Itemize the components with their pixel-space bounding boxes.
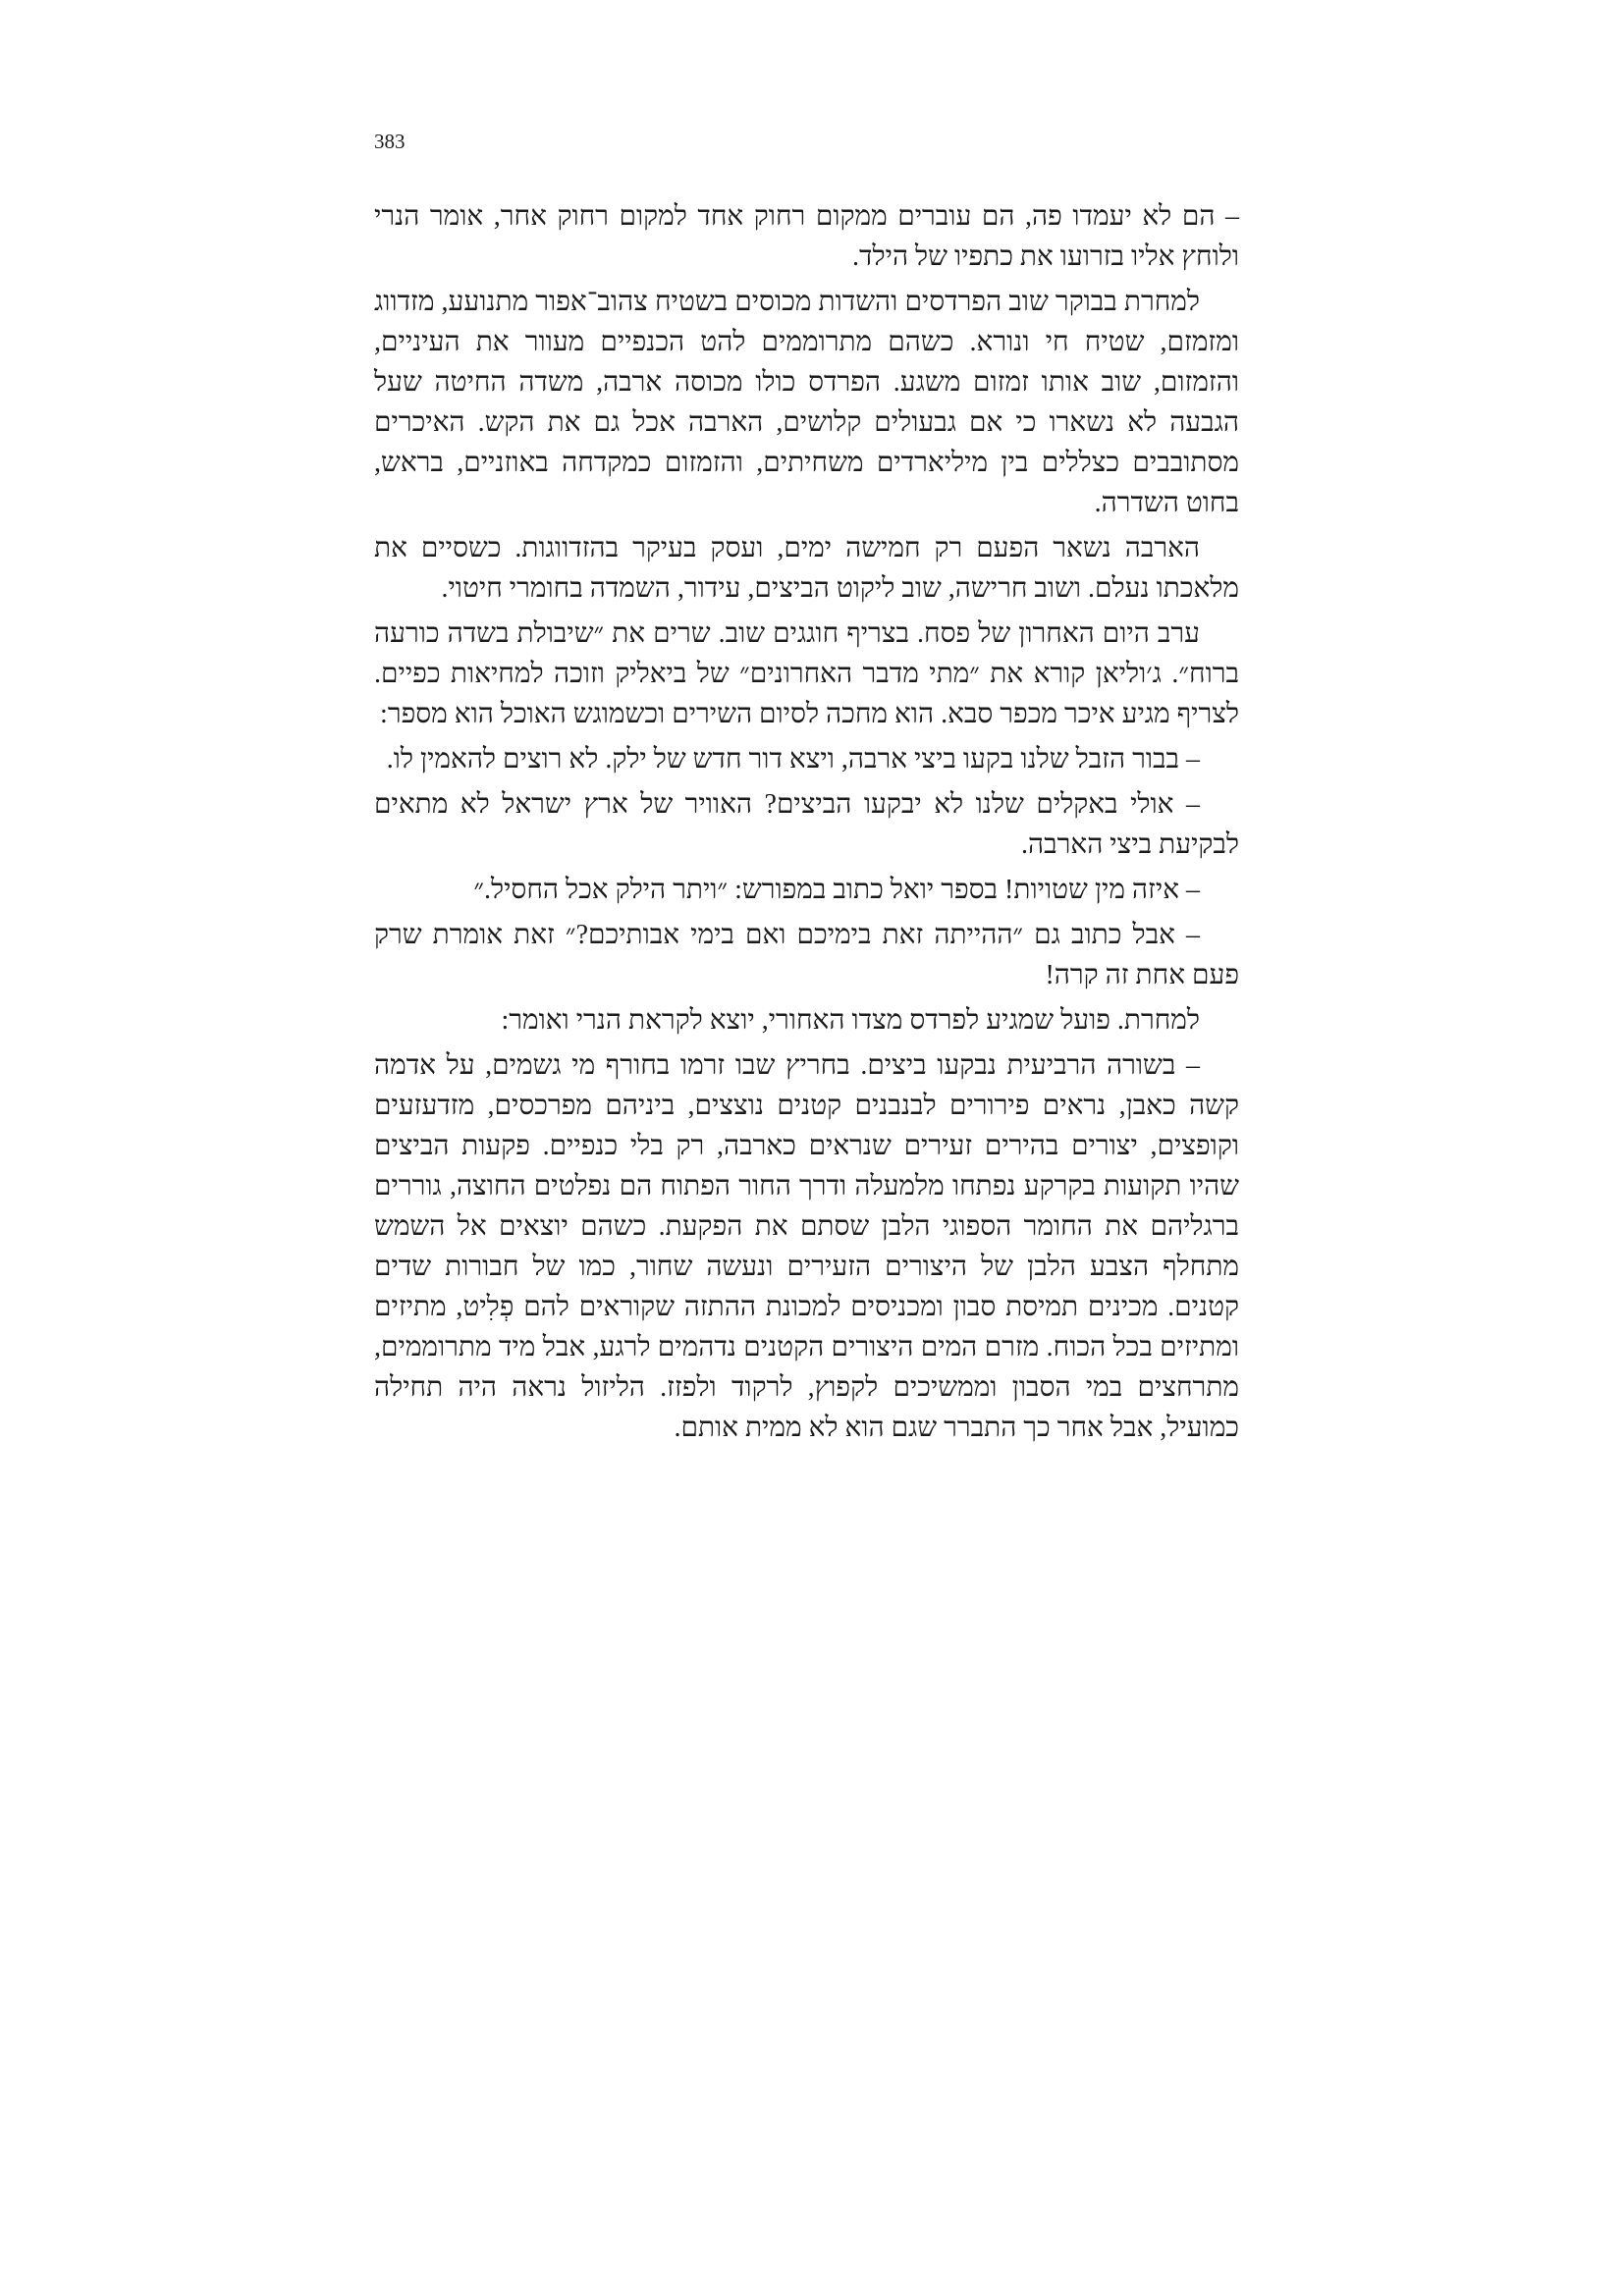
paragraph: הארבה נשאר הפעם רק חמישה ימים, ועסק בעיקר בהזדווגות. כשסיים את מלאכתו נעלם. ושוב חרישה, שוב ליקוט הביצים, עידור, השמדה בחומרי חיטוי.	[374, 533, 1239, 604]
paragraph: – בשורה הרביעית נבקעו ביצים. בחריץ שבו זרמו בחורף מי גשמים, על אדמה קשה כאבן, נראים פירורים לבנבנים קטנים נוצצים, ביניהם מפרכסים, מזדעזעים וקופצים, יצורים בהירים זעירים שנראים כארבה, רק בלי כנפיים. פקעות הביצים שהיו תקועות בקרקע נפתחו מלמעלה ודרך החור הפתוח הם נפלטים החוצה, גוררים ברגליהם את החומר הספוגי הלבן שסתם את הפקעת. כשהם יוצאים אל השמש מתחלף הצבע הלבן של היצורים הזעירים ונעשה שחור, כמו של חבורות שדים קטנים. מכינים תמיסת סבון ומכניסים למכונת ההתזה שקוראים להם פְלִיט, מתיזים ומתיזים בכל הכוח. מזרם המים היצורים הקטנים נדהמים לרגע, אבל מיד מתרוממים, מתרחצים במי הסבון וממשיכים לקפוץ, לרקוד ולפזז. הליזול נראה היה תחילה כמועיל, אבל אחר כך התברר שגם הוא לא ממית אותם.	[374, 1050, 1239, 1443]
paragraph: ערב היום האחרון של פסח. בצריף חוגגים שוב. שרים את ״שיבולת בשדה כורעה ברוח״. ג׳וליאן קורא את ״מתי מדבר האחרונים״ של ביאליק וזוכה למחיאות כפיים. לצריף מגיע איכר מכפר סבא. הוא מחכה לסיום השירים וכשמוגש האוכל הוא מספר:	[374, 618, 1239, 729]
paragraph: – איזה מין שטויות! בספר יואל כתוב במפורש: ״ויתר הילק אכל החסיל.״	[473, 875, 1200, 905]
paragraph: למחרת. פועל שמגיע לפרדס מצדו האחורי, יוצא לקראת הנרי ואומר:	[501, 1005, 1200, 1036]
paragraph: – אולי באקלים שלנו לא יבקעו הביצים? האוויר של ארץ ישראל לא מתאים לבקיעת ביצי הארבה.	[374, 789, 1239, 860]
page-number: 383	[374, 130, 406, 153]
paragraph: – בבור הזבל שלנו בקעו ביצי ארבה, ויצא דור חדש של ילק. לא רוצים להאמין לו.	[386, 744, 1200, 774]
paragraph: – אבל כתוב גם ״ההייתה זאת בימיכם ואם בימי אבותיכם?״ זאת אומרת שרק פעם אחת זה קרה!	[374, 920, 1239, 990]
paragraph: – הם לא יעמדו פה, הם עוברים ממקום רחוק אחד למקום רחוק אחר, אומר הנרי ולוחץ אליו בזרועו את כתפיו של הילד.	[374, 201, 1239, 272]
paragraph: למחרת בבוקר שוב הפרדסים והשדות מכוסים בשטיח צהוב־אפור מתנועע, מזדווג ומזמזם, שטיח חי ונורא. כשהם מתרוממים להט הכנפיים מעוור את העיניים, והזמזום, שוב אותו זמזום משגע. הפרדס כולו מכוסה ארבה, משדה החיטה שעל הגבעה לא נשארו כי אם גבעולים קלושים, הארבה אכל גם את הקש. האיכרים מסתובבים כצללים בין מיליארדים משחיתים, והזמזום כמקדחה באוזניים, בראש, בחוט השדרה.	[374, 287, 1239, 518]
body-text	[374, 196, 1239, 1453]
